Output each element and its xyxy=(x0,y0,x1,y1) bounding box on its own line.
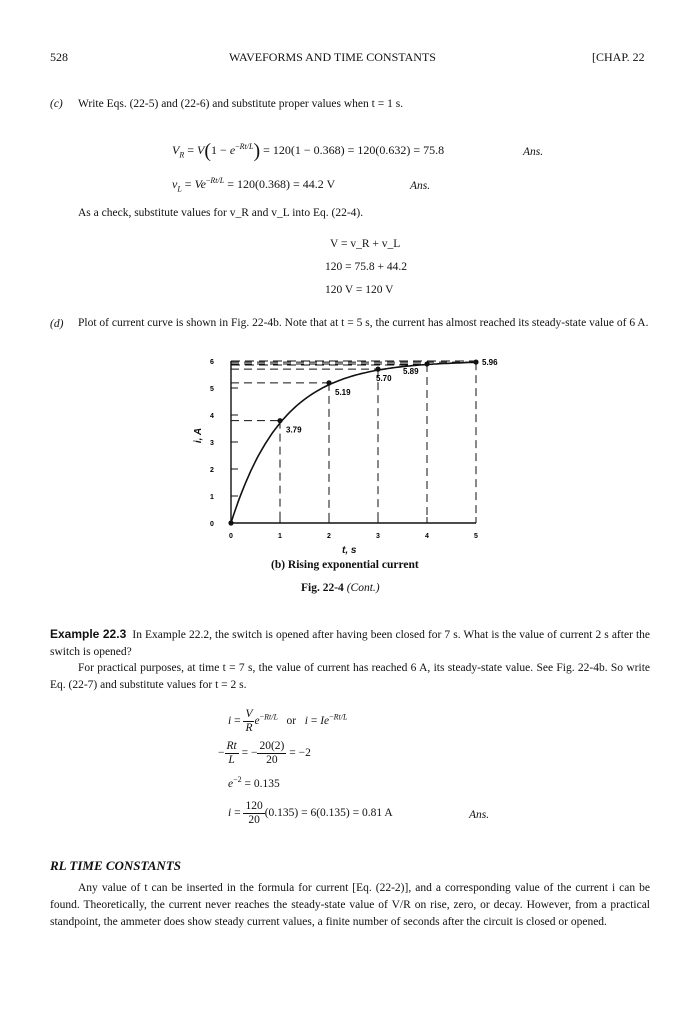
chapter-label: [CHAP. 22 xyxy=(592,50,645,64)
example-para2: For practical purposes, at time t = 7 s, the value of current has reached 6 A, its steady-state value. See Fig. 22-4b. So write Eq. (22-7) and substitute values for t = 2 s. xyxy=(50,662,650,691)
data-point xyxy=(228,520,233,525)
data-point xyxy=(473,359,478,364)
ans-label: Ans. xyxy=(410,180,431,192)
part-d-label: (d) xyxy=(50,318,64,330)
x-tick-label: 2 xyxy=(327,533,331,540)
x-tick-label: 1 xyxy=(278,533,282,540)
ans-label: Ans. xyxy=(523,146,544,158)
data-label: 5.96 xyxy=(482,358,498,368)
example-text: Example 22.3 In Example 22.2, the switch is opened after having been closed for 7 s. What is the value of current 2 s after the switch is opened? xyxy=(50,627,651,658)
y-tick-label: 4 xyxy=(210,413,214,420)
figure-label: Fig. 22-4 (Cont.) xyxy=(301,582,380,594)
x-tick-label: 0 xyxy=(229,533,233,540)
data-point xyxy=(424,361,429,366)
equation-exponent: − $\frac{Rt}{L}$ = − $\frac{20(2)}{20}$ = −2 xyxy=(218,740,311,766)
y-tick-label: 0 xyxy=(210,521,214,528)
chart-caption: (b) Rising exponential current xyxy=(271,559,419,571)
y-tick-label: 2 xyxy=(210,467,214,474)
check-equation-2: 120 = 75.8 + 44.2 xyxy=(325,261,407,273)
data-label: 5.19 xyxy=(335,387,351,397)
running-title: WAVEFORMS AND TIME CONSTANTS xyxy=(229,50,436,64)
ans-label: Ans. xyxy=(469,809,490,821)
equation-vr: $V_R = V(1 - e^{-Rt/L}) = 120(1 - 0.368) = 120(0.632) = 75.8$ xyxy=(172,140,445,162)
part-c-label: (c) xyxy=(50,98,63,110)
page-number: 528 xyxy=(50,50,68,64)
equation-vl: $v_L = Ve^{-Rt/L} = 120(0.368) = 44.2$ V xyxy=(172,176,336,194)
section-heading: RL TIME CONSTANTS xyxy=(50,858,181,873)
data-point xyxy=(277,418,282,423)
part-c-intro: Write Eqs. (22-5) and (22-6) and substitute proper values when t = 1 s. xyxy=(78,98,404,110)
part-d-text: Plot of current curve is shown in Fig. 22-4b. Note that at t = 5 s, the current has almost reached its steady-state value of 6 A. xyxy=(78,317,649,329)
current-curve xyxy=(231,362,476,523)
x-axis-label: t, s xyxy=(342,545,357,556)
y-tick-label: 6 xyxy=(210,359,214,366)
y-axis-label: i, A xyxy=(193,427,205,444)
check-text: As a check, substitute values for v_R and v_L into Eq. (22-4). xyxy=(78,207,364,219)
y-tick-label: 3 xyxy=(210,440,214,447)
data-label: 3.79 xyxy=(286,425,302,435)
data-point xyxy=(326,380,331,385)
data-label: 5.70 xyxy=(376,374,392,384)
x-tick-label: 3 xyxy=(376,533,380,540)
check-equation-3: 120 V = 120 V xyxy=(325,284,394,296)
x-tick-label: 5 xyxy=(474,533,478,540)
equation-e-minus-2: $e^{-2} = 0.135$ xyxy=(228,775,280,790)
section-text: Any value of t can be inserted in the formula for current [Eq. (22-2)], and a corresponding value of the current i can be found. Theoretically, the current never reaches the steady-state value of V/R on rise, zero, or decay. However, from a practical standpoint, the ammeter does show steady current values, a finite number of seconds after the circuit is closed or opened. xyxy=(50,882,650,928)
check-equation-1: V = v_R + v_L xyxy=(330,238,401,250)
x-tick-label: 4 xyxy=(425,533,429,540)
equation-i: i = $\frac{V}{R}$ $e^{-Rt/L}$ or $i = Ie^{-Rt/L}$ xyxy=(228,708,348,734)
data-label: 5.89 xyxy=(403,366,419,376)
y-tick-label: 1 xyxy=(210,494,214,501)
equation-final: i = $\frac{120}{20}$ (0.135) = 6(0.135) = 0.81 A xyxy=(228,800,393,826)
y-tick-label: 5 xyxy=(210,386,214,393)
data-point xyxy=(375,367,380,372)
